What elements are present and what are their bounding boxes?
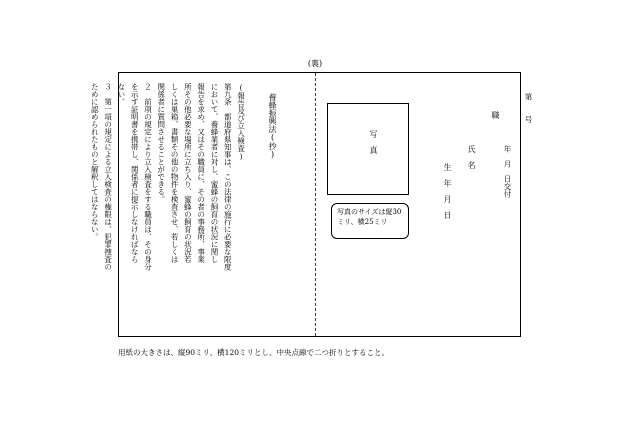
certificate-number: 第 号 [524, 93, 533, 123]
holder-name-label: 氏 名 [467, 145, 476, 169]
holder-birthdate-label: 生 年 月 日 [443, 163, 452, 219]
law-line: を示す証明書を携帯し、関係者に提示しなければなら [130, 83, 140, 263]
law-line: 第九条 都道府県知事は、この法律の施行に必要な限度 [223, 83, 233, 271]
law-text [88, 83, 247, 327]
certificate-info [502, 93, 534, 198]
center-fold-line [315, 73, 316, 336]
law-line: 報告を求め、又はその職員に、その者の事務所、事業 [196, 83, 206, 263]
holder-info [441, 111, 501, 219]
holder-title-label: 職 [491, 111, 500, 119]
back-side-label: (裏) [307, 59, 323, 68]
law-line: において、養蜂業者に対し、蜜蜂の飼育の状況に関し [209, 83, 219, 263]
id-card-back [90, 72, 533, 337]
law-line: ３ 第一項の規定による立入検査の権限は、犯罪捜査の [103, 83, 113, 271]
paper-size-note: 用紙の大きさは、縦90ミリ、横120ミリとし、中央点線で二つ折りとすること。 [118, 348, 389, 357]
law-line: 所その他必要な場所に立ち入り、蜜蜂の飼育の状況若 [183, 83, 193, 263]
law-line: (報告及び立入検査) [236, 83, 246, 161]
issue-date: 年 月 日交付 [503, 145, 512, 198]
photo-box [327, 103, 409, 195]
photo-label: 写 真 [369, 130, 378, 154]
law-line: ために認められたものと解釈してはならない。 [90, 83, 100, 241]
law-line: 関係者に質問させることができる。 [156, 83, 166, 203]
photo-size-note: 写真のサイズは縦30ミリ、横25ミリ [331, 203, 409, 239]
law-line: ２ 前項の規定により立入検査をする職員は、その身分 [143, 83, 153, 271]
law-line: しくは巣箱、書類その他の物件を検査させ、若しくは [170, 83, 180, 263]
law-line: ない。 [116, 83, 126, 106]
law-title: 養蜂振興法(抄) [268, 93, 277, 159]
